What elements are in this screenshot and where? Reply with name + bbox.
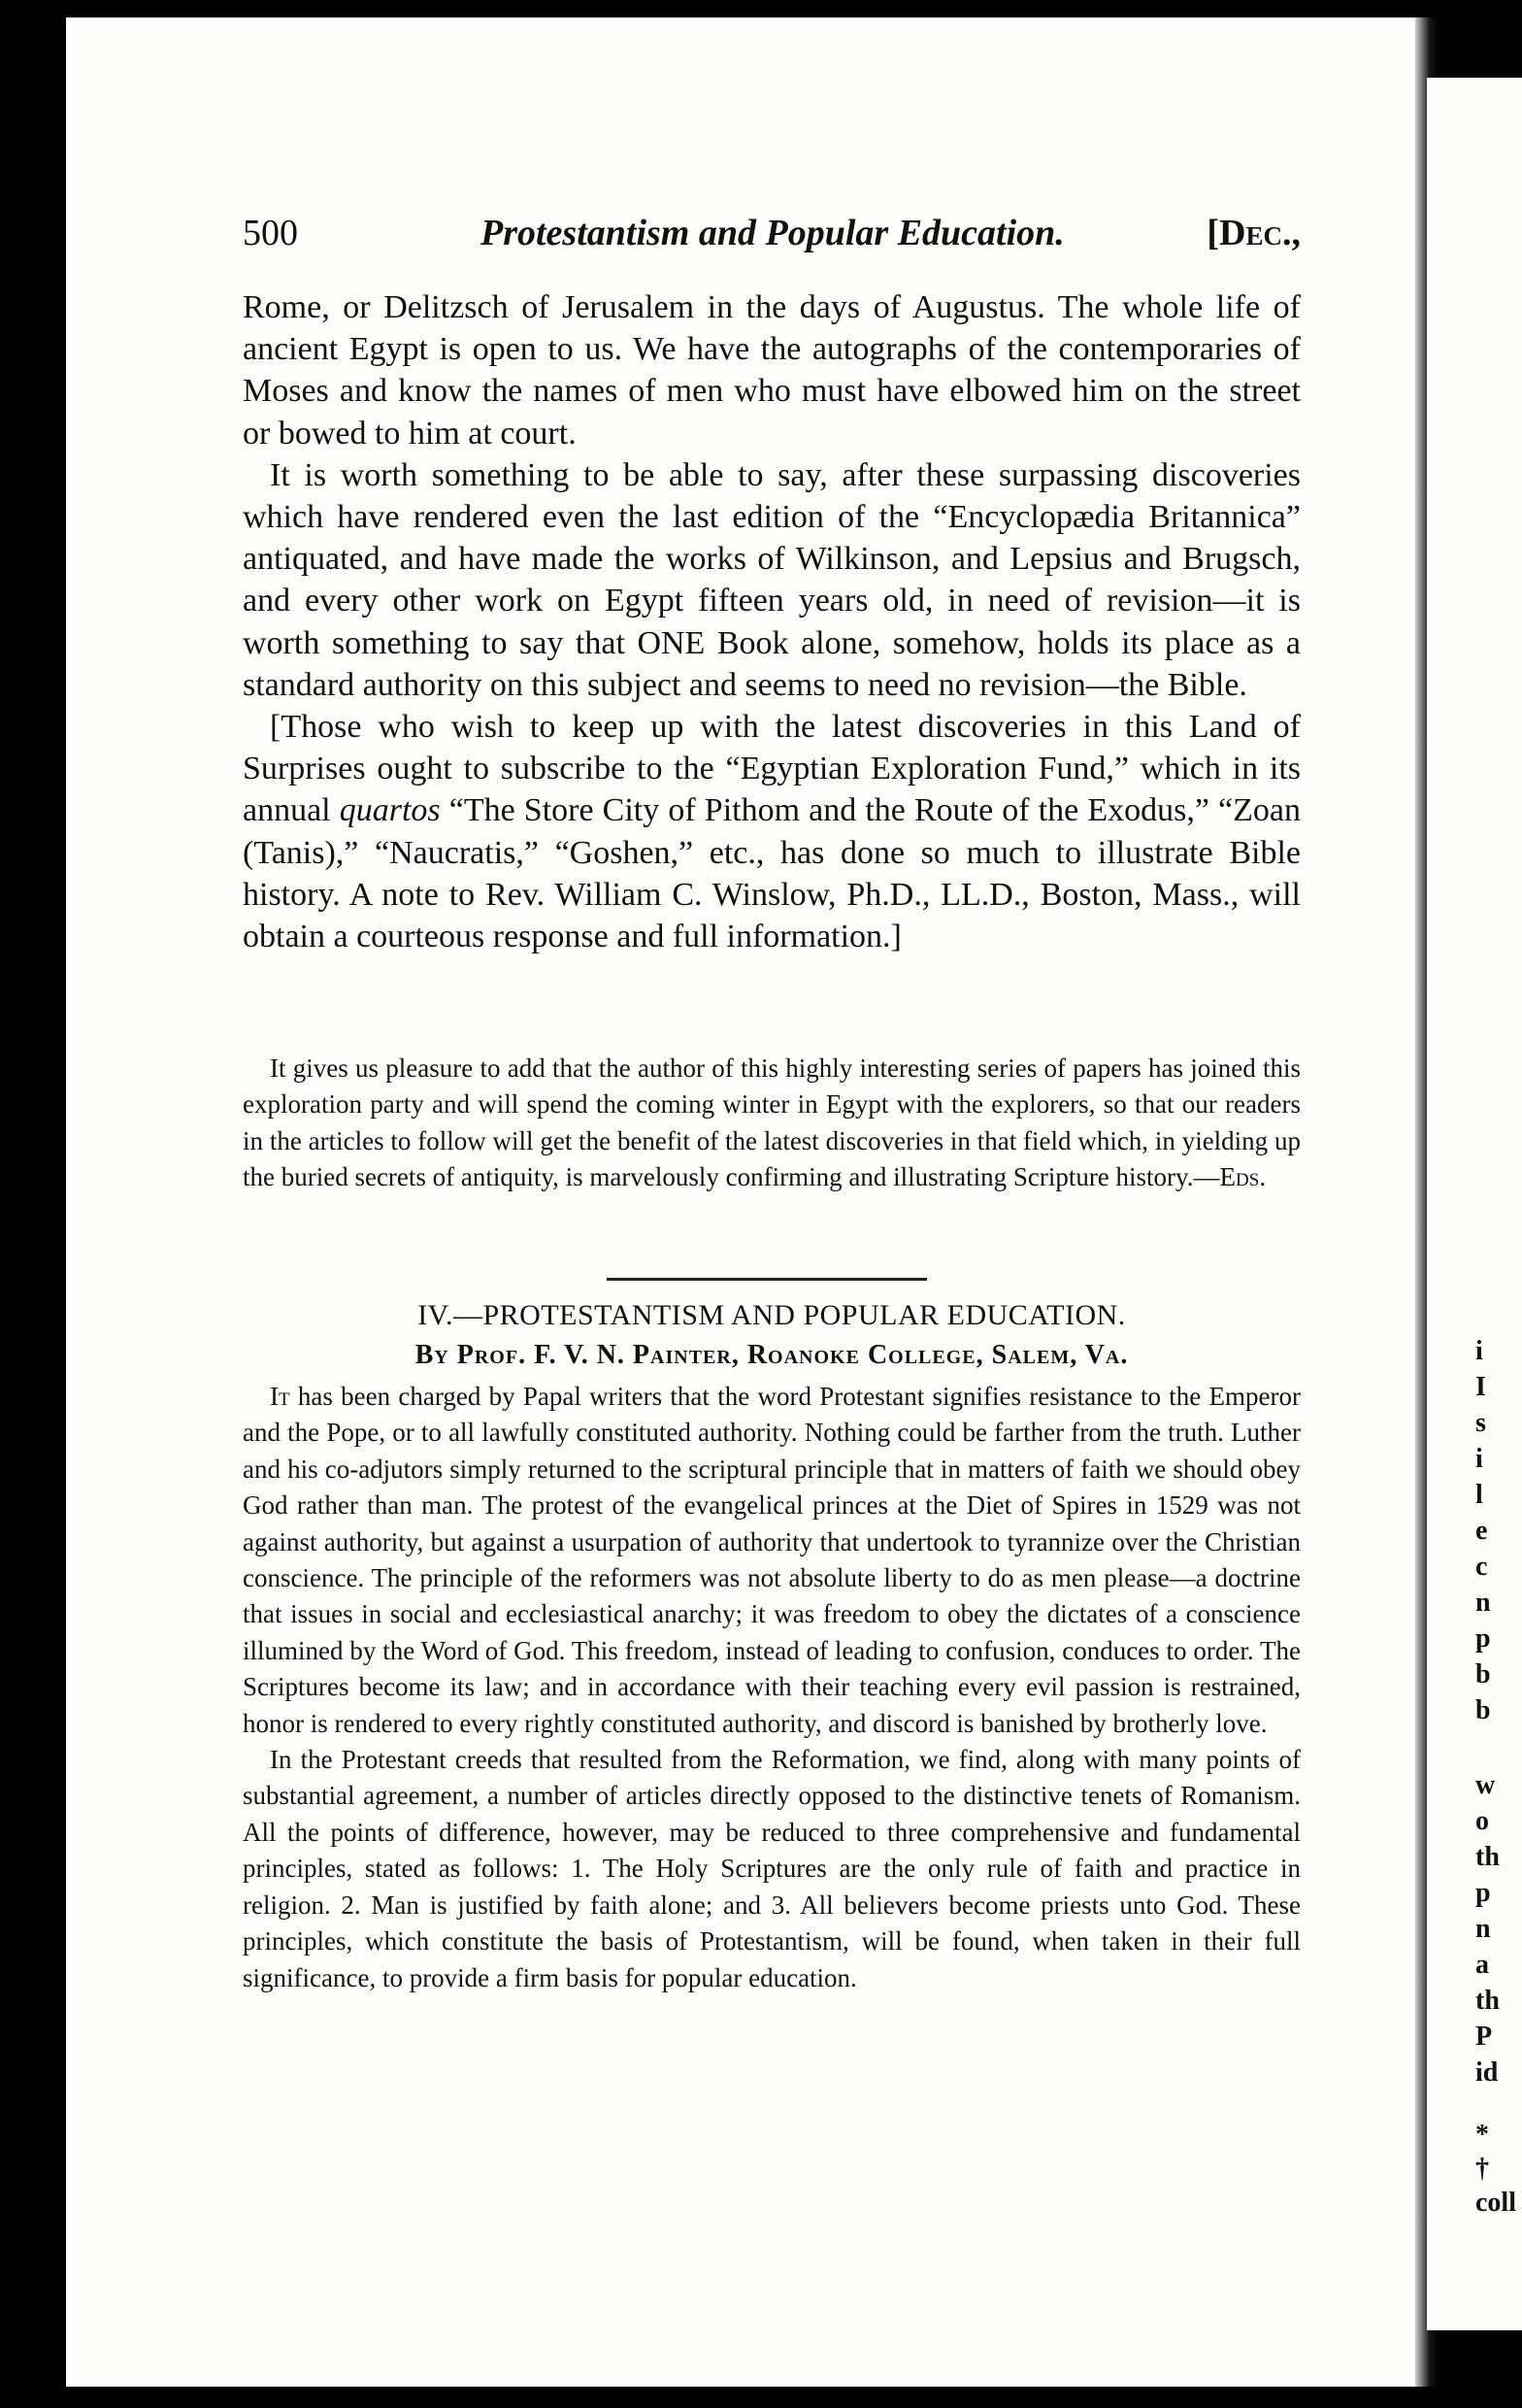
editor-note-text <box>243 1051 1301 1196</box>
section-divider <box>607 1278 927 1281</box>
article-paragraph-1-text: has been charged by Papal writers that the word Protestant signifies resistance to the Emperor and the Pope, or to all lawfully constituted authority. Nothing could be farther from the truth. Luther and his co-adjutors simply returned to the scriptural principle that in matters of faith we should obey God rather than man. The protest of the evangelical princes at the Diet of Spires in 1529 was not against authority, but against a usurpation of authority that undertook to tyrannize over the Christian conscience. The principle of the reformers was not absolute liberty to do as men please—a doctrine that issues in social and ecclesiastical anarchy; it was freedom to obey the dictates of a conscience illumined by the Word of God. This freedom, instead of leading to confusion, conduces to order. The Scriptures become its law; and in accordance with their teaching every evil passion is restrained, honor is rendered to every rightly constituted authority, and discord is banished by brotherly love. <box>243 1382 1301 1738</box>
paragraph-3-a: [Those who wish to keep up with the latest discoveries in this Land of Surprises ought to subscribe to the “Egyptian Exploration Fund,” which in its annual <box>243 709 1301 829</box>
paragraph-3-italic: quartos <box>339 792 441 829</box>
running-head <box>243 212 1301 260</box>
facing-fragment: p <box>1475 1878 1491 1908</box>
running-date <box>1207 212 1301 254</box>
editor-signature: Eds. <box>1219 1162 1267 1192</box>
facing-fragment: i <box>1475 1336 1483 1366</box>
date-text: Dec., <box>1219 213 1301 253</box>
facing-fragment: I <box>1475 1372 1486 1402</box>
facing-fragment: i <box>1475 1444 1483 1474</box>
facing-fragment: th <box>1475 1986 1500 2016</box>
editor-note-body: It gives us pleasure to add that the author of this highly interesting series of papers has joined this exploration party and will spend the coming winter in Egypt with the explorers, so that our readers in the articles to follow will get the benefit of the latest discoveries in that field which, in yielding up the buried secrets of antiquity, is marvelously confirming and illustrating Scripture history.— <box>243 1054 1301 1192</box>
article-byline: By Prof. F. V. N. Painter, Roanoke College, Salem, Va. <box>414 1340 1129 1370</box>
facing-fragment: th <box>1475 1842 1500 1872</box>
article-lead-word: It <box>270 1382 290 1411</box>
facing-fragment: † <box>1475 2154 1489 2184</box>
article-paragraph-2: In the Protestant creeds that resulted from the Reformation, we find, along with many points of substantial agreement, a number of articles directly opposed to the distinctive tenets of Romanism. All the points of difference, however, may be reduced to three comprehensive and fundamental principles, stated as follows: 1. The Holy Scriptures are the only rule of faith and practice in religion. 2. Man is justified by faith alone; and 3. All believers become priests unto God. These principles, which constitute the basis of Protestantism, will be found, when taken in their full significance, to provide a firm basis for popular education. <box>243 1745 1301 1992</box>
body-text <box>243 286 1301 957</box>
facing-fragment: b <box>1475 1659 1491 1689</box>
facing-fragment: coll <box>1475 2188 1516 2218</box>
facing-fragment: c <box>1475 1552 1488 1582</box>
paragraph-3 <box>243 706 1301 957</box>
date-bracket: [ <box>1207 213 1220 253</box>
running-title: Protestantism and Popular Education. <box>480 213 1065 253</box>
paragraph-3-b: “The Store City of Pithom and the Route of the Exodus,” “Zoan (Tanis),” “Naucratis,” “Goshen,” etc., has done so much to illustrate Bible history. A note to Rev. William C. Winslow, Ph.D., LL.D., Boston, Mass., will obtain a courteous response and full information.] <box>243 792 1301 955</box>
article-heading: IV.—PROTESTANTISM AND POPULAR EDUCATION. <box>417 1299 1126 1331</box>
facing-fragment: e <box>1475 1516 1488 1546</box>
article-body <box>243 1379 1301 1996</box>
page-number: 500 <box>243 213 298 253</box>
facing-fragment: * <box>1475 2120 1489 2150</box>
facing-fragment: a <box>1475 1950 1489 1980</box>
editor-note <box>243 1051 1301 1196</box>
right-page-edge <box>1427 78 1522 2330</box>
facing-fragment: l <box>1475 1480 1483 1510</box>
paragraph-1: Rome, or Delitzsch of Jerusalem in the days of Augustus. The whole life of ancient Egypt is open to us. We have the autographs of the contemporaries of Moses and know the names of men who must have elbowed him on the street or bowed to him at court. <box>243 289 1301 452</box>
facing-fragment: n <box>1475 1914 1491 1944</box>
facing-fragment: P <box>1475 2022 1493 2052</box>
facing-fragment: o <box>1475 1806 1489 1836</box>
facing-fragment: b <box>1475 1695 1491 1725</box>
article-paragraph-1 <box>243 1379 1301 1742</box>
facing-fragment: w <box>1475 1770 1496 1800</box>
facing-fragment: p <box>1475 1623 1491 1654</box>
paragraph-2: It is worth something to be able to say, after these surpassing discoveries which have rendered even the last edition of the “Encyclopædia Britannica” antiquated, and have made the works of Wilkinson, and Lepsius and Brugsch, and every other work on Egypt fifteen years old, in need of revision—it is worth something to say that ONE Book alone, somehow, holds its place as a standard authority on this subject and seems to need no revision—the Bible. <box>243 456 1301 703</box>
facing-fragment: n <box>1475 1588 1491 1618</box>
facing-fragment: s <box>1475 1408 1486 1438</box>
facing-fragment: id <box>1475 2057 1499 2088</box>
